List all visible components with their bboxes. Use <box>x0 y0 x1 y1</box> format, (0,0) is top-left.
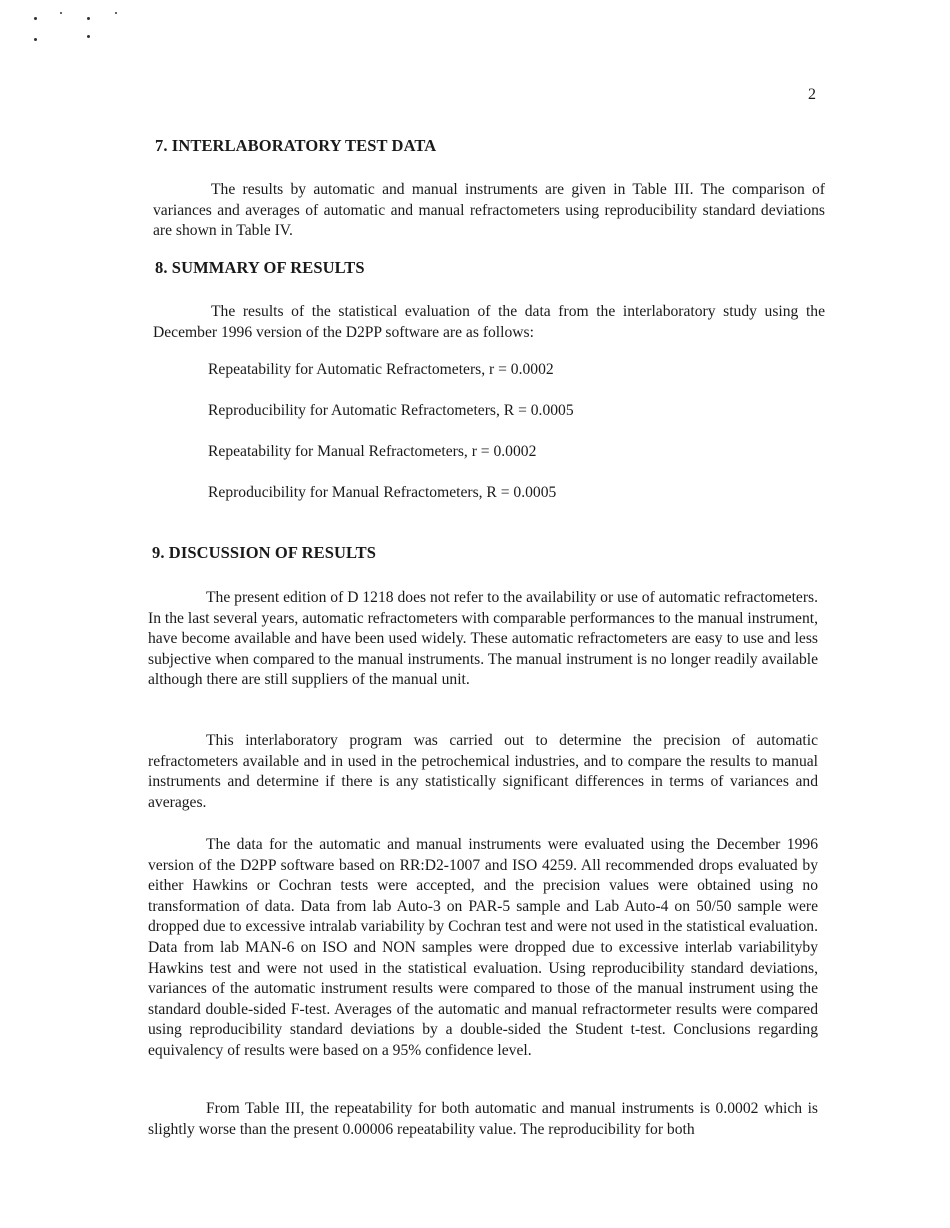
section-9-heading: 9. DISCUSSION OF RESULTS <box>152 543 377 562</box>
discussion-paragraph-2: This interlaboratory program was carried out to determine the precision of automatic refractometers available and in used in the petrochemical industries, and to compare the results to manual instruments and determine if there is any statistically significant differences in terms of variances and averages. <box>148 732 818 811</box>
scan-speck <box>87 35 90 38</box>
discussion-paragraph-4: From Table III, the repeatability for both automatic and manual instruments is 0.0002 which is slightly worse than the present 0.00006 repeatability value. The reproducibility for both <box>148 1100 818 1138</box>
result-manual-reproducibility: Reproducibility for Manual Refractometers, R = 0.0005 <box>208 484 557 501</box>
scan-speck <box>34 38 37 41</box>
scan-speck <box>87 17 90 20</box>
result-automatic-repeatability: Repeatability for Automatic Refractometers, r = 0.0002 <box>208 361 554 378</box>
section-8-heading: 8. SUMMARY OF RESULTS <box>155 258 365 277</box>
section-7-heading: 7. INTERLABORATORY TEST DATA <box>155 136 437 155</box>
discussion-paragraph-3: The data for the automatic and manual instruments were evaluated using the December 1996 version of the D2PP software based on RR:D2-1007 and ISO 4259. All recommended drops evaluated by either Hawkins or Cochran tests were accepted, and the precision values were obtained using no transformation of data. Data from lab Auto-3 on PAR-5 sample and Lab Auto-4 on 50/50 sample were dropped due to excessive intralab variability by Cochran test and were not used in the statistical evaluation. Data from lab MAN-6 on ISO and NON samples were dropped due to excessive interlab variabilityby Hawkins test and were not used in the statistical evaluation. Using reproducibility standard deviations, variances of the automatic instrument results were compared to those of the manual instrument using the standard double-sided F-test. Averages of the automatic and manual refractormeter results were compared using reproducibility standard deviations by a double-sided the Student t-test. Conclusions regarding equivalency of results were based on a 95% confidence level. <box>148 836 818 1059</box>
scan-speck <box>60 12 62 14</box>
section-8-paragraph: The results of the statistical evaluation of the data from the interlaboratory study using the December 1996 version of the D2PP software are as follows: <box>153 303 825 341</box>
result-manual-repeatability: Repeatability for Manual Refractometers, r = 0.0002 <box>208 443 537 460</box>
page-number: 2 <box>808 86 816 103</box>
section-7-paragraph: The results by automatic and manual instruments are given in Table III. The comparison of variances and averages of automatic and manual refractometers using reproducibility standard deviations are shown in Table IV. <box>153 181 825 240</box>
discussion-paragraph-1: The present edition of D 1218 does not refer to the availability or use of automatic refractometers. In the last several years, automatic refractometers with comparable performances to the manual instrument, have become available and have been used widely. These automatic refractometers are easy to use and less subjective when compared to the manual instruments. The manual instrument is no longer readily available although there are still suppliers of the manual unit. <box>148 589 818 689</box>
scan-speck <box>34 17 37 20</box>
scan-speck <box>115 12 117 14</box>
result-automatic-reproducibility: Reproducibility for Automatic Refractometers, R = 0.0005 <box>208 402 574 419</box>
